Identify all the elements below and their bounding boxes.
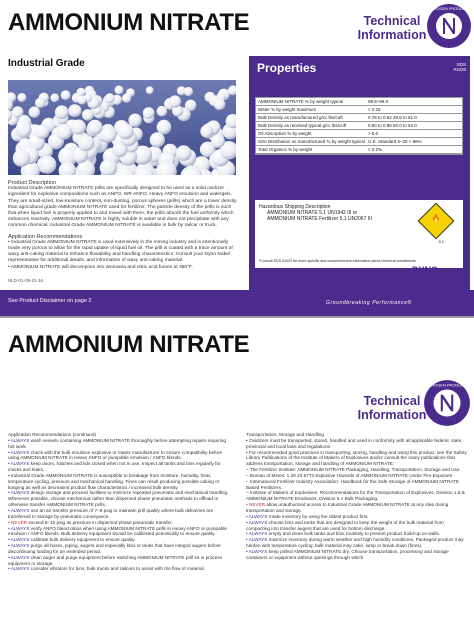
list-item — [8, 450, 230, 462]
application-item: • Industrial Grade AMMONIUM NITRATE is used extensively in the mining industry and is intentionally made very porous to allow for the rapid uptake of liquid fuel oil. The prill is coated with a trace amount of waxy anti-caking material to enhance flowability and handling characteristics. Consult your Dyno Nobel representative for additional details, and information of waxy anti-caking material. — [8, 239, 233, 264]
list-item-keyword: • ALWAYS — [8, 543, 30, 549]
list-item — [8, 555, 230, 567]
prill-bead — [57, 124, 73, 140]
property-value: 0.80 to 0.86 50.0 to 53.0 — [368, 123, 417, 128]
list-item-text: calibrate bulk delivery equipment to ensure quality. — [29, 537, 136, 543]
technical-information-label — [351, 14, 433, 42]
prill-bead — [13, 149, 30, 166]
section-title: Application Recommendations (continued) — [8, 432, 97, 437]
transport-list — [246, 438, 468, 561]
list-item — [246, 450, 468, 468]
prill-bead — [169, 95, 181, 107]
tech-info-line-1: Technical — [363, 394, 421, 408]
property-value: U.S. Standard 6–20 > 98% — [368, 139, 422, 144]
page-2 — [0, 316, 474, 632]
list-item-keyword: • ALWAYS — [8, 461, 30, 467]
list-item-text: Oxidizers must be transported, stored, handled and used in conformity with all applicable federal, state, provincial and local laws and regulations. — [246, 437, 463, 449]
list-item — [8, 438, 230, 450]
hazardous-shipping-box — [255, 200, 463, 268]
sds-note: *Consult SDS #1020 for more specific and comprehensive information about chemical constituents. — [259, 259, 417, 263]
list-item-text: purge all hoses, piping, augers and especially bins or tanks that have integral augers before discontinuing loading for an extended period. — [8, 543, 221, 554]
application-continued-column — [8, 432, 230, 572]
list-item-keyword: – — [246, 472, 250, 478]
brand-sub: Dyno Nobel — [414, 275, 436, 280]
list-item-keyword: • ALWAYS — [246, 513, 268, 519]
prill-bead — [176, 145, 192, 161]
list-item-keyword: • ALWAYS — [8, 554, 30, 560]
sds-code-line: SDS — [456, 62, 466, 67]
prill-bead — [78, 96, 87, 105]
property-value: < 0.2% — [368, 147, 383, 152]
prill-bead — [70, 105, 81, 116]
prill-bead — [185, 100, 196, 111]
list-item-text: choose bins and tanks that are designed to keep the weight of the bulk material from compacting into transfer augers that are used for bottom discharge. — [246, 519, 444, 531]
list-item — [246, 479, 468, 491]
list-item-keyword: • ALWAYS — [8, 525, 30, 531]
list-item — [8, 566, 230, 572]
document-code: NLD-01-09-22-16 — [8, 278, 44, 283]
prill-bead — [29, 106, 40, 117]
property-value: 0.78 to 0.82 48.5 to 51.0 — [368, 115, 417, 120]
application-title: Application Recommendations — [8, 233, 83, 240]
prill-bead — [214, 99, 226, 111]
prill-bead — [82, 109, 94, 121]
list-item-text: empty and clean bulk tanks and bins routinely to prevent product build-up on walls. — [267, 531, 441, 537]
list-item — [246, 490, 468, 502]
property-label: AMMONIUM NITRATE % by weight typical — [258, 99, 344, 104]
list-item-keyword: • ALWAYS — [8, 566, 30, 572]
prill-bead — [157, 120, 172, 135]
disclaimer-link[interactable]: See Product Disclaimer on page 2 — [8, 298, 92, 304]
list-item — [8, 543, 230, 555]
list-item — [246, 502, 468, 514]
list-item-text: rotate inventory by using the oldest product first. — [267, 513, 369, 519]
list-item — [8, 473, 230, 491]
list-item-keyword: – — [246, 490, 250, 496]
list-item-text: Institute of Makers of Explosives: Recommendations for the Transportation of Explosives, Division 1.5 & AMMONIUM NITRATE Emulsions, Division 5.1 Bulk Packaging. — [246, 490, 465, 502]
product-description-text: Industrial Grade AMMONIUM NITRATE prills are specifically designed to be used as a solid oxidizer ingredient for explosive compositions such as ANFO, WR ANFO, Heavy ANFO emulsion and watergels. They are small-sized, low-moisture content, non-dusting, porous spheres (prills) which are a lower density than agricultural grade AMMONIUM NITRATE used for fertilizer. The particle density of the prills is such that when liquid fuel is properly applied to and mixed with them, the prills absorb the fuel uniformly which enhances reactivity. AMMONIUM NITRATE is highly soluble in water and does not precipitate with any common chemical. Industrial Grade AMMONIUM NITRATE is available in bulk by railcar or truck. — [8, 186, 237, 229]
subtitle: Industrial Grade — [8, 58, 85, 69]
property-row — [256, 130, 462, 138]
prill-bead — [105, 93, 115, 103]
property-value: < 0.15 — [368, 107, 381, 112]
property-label: Oil Absorption % by weight — [258, 131, 312, 136]
property-value: 98.8–99.8 — [368, 99, 389, 104]
list-item-text: verify ANFO blend ratios when using AMMONIUM NITRATE prills in Heavy ANFO or pumpable emulsion / ANFO blends. Bulk delivery equipment should be calibrated periodically to ensure quality. — [8, 525, 227, 537]
list-item-keyword: • NEVER — [246, 502, 266, 508]
prill-bead — [78, 135, 94, 151]
prills-image — [8, 80, 236, 175]
property-label: Size Distribution as manufactured % by weight typical — [258, 139, 365, 144]
list-item — [8, 508, 230, 520]
property-row — [256, 106, 462, 114]
hazard-line: AMMONIUM NITRATE 5.1 UN1942 III or — [267, 210, 358, 216]
list-item-text: clean auger and purge equipment before switching AMMONIUM NITRATE prill lot in process equipment or storage. — [8, 554, 223, 566]
property-row — [256, 146, 462, 154]
list-item-text: For recommended good practices in transporting, storing, handling and using this product, see the Safety Library Publications of the Institute of Makers of Explosives and/or consult the many publications that address transportation, storage and handling of AMMONIUM NITRATE: — [246, 449, 467, 467]
properties-title: Properties — [257, 61, 317, 75]
property-row — [256, 114, 462, 122]
nitrogen-products-badge-icon — [425, 2, 473, 50]
prill-bead — [211, 134, 225, 148]
list-item-keyword: • NEVER — [8, 519, 28, 525]
list-item-keyword: • ALWAYS — [8, 449, 30, 455]
property-label: Total Organics % by weight — [258, 147, 313, 152]
prill-bead — [15, 122, 31, 138]
technical-information-label — [351, 394, 433, 422]
prill-bead — [38, 156, 56, 174]
prill-bead — [115, 86, 124, 95]
list-item — [246, 438, 468, 450]
property-value: > 6.0 — [368, 131, 379, 136]
hazard-class: 5.1 — [438, 239, 444, 244]
hazard-title: Hazardous Shipping Description — [259, 204, 331, 210]
property-row — [256, 98, 462, 106]
list-item — [246, 549, 468, 561]
property-row — [256, 122, 462, 130]
list-item-text: consider vibrators for bins, bulk trucks and railcars to assist with the flow of material. — [29, 566, 205, 572]
list-item-text: wash vessels containing AMMONIUM NITRATE thoroughly before attempting repairs requiring hot work. — [8, 437, 226, 449]
list-item-keyword: • — [246, 437, 249, 443]
prill-bead — [184, 87, 193, 96]
prill-bead — [122, 94, 131, 103]
prill-bead — [12, 106, 23, 117]
badge-ring-text: NITROGEN PRODUCTS — [427, 7, 471, 11]
dyno-nobel-logo — [412, 266, 438, 282]
list-item-keyword: • ALWAYS — [8, 507, 30, 513]
list-item — [246, 537, 468, 549]
list-item — [246, 520, 468, 532]
application-list — [8, 438, 230, 572]
list-item-keyword: • ALWAYS — [246, 537, 268, 543]
application-item: • AMMONIUM NITRATE will decompose into ammonia and nitric acid fumes at 350°F. — [8, 264, 193, 270]
list-item-keyword: • — [246, 449, 249, 455]
prill-bead — [146, 86, 154, 94]
property-label: Water % by weight maximum — [258, 107, 317, 112]
nitrogen-products-badge-icon — [422, 378, 472, 428]
oxidizer-hazard-diamond-icon — [418, 203, 455, 240]
list-item-text: minimize inventory during warm weather and high humidity conditions. Packaged product may harden with temperature cycling; bulk material may cake, lump or break down (fines). — [246, 537, 464, 549]
prill-bead — [118, 123, 134, 139]
prill-bead — [143, 107, 155, 119]
list-item-keyword: • ALWAYS — [246, 531, 268, 537]
list-item-text: International Fertilizer Industry Association: Handbook for the Safe Storage of AMMONIUM NITRATE Based Fertilizers. — [246, 478, 460, 490]
list-item-text: The Fertilizer Institute: AMMONIUM NITRATE Packaging, Handling, Transportation, Storage and Use — [249, 467, 460, 473]
list-item-keyword: • ALWAYS — [8, 490, 30, 496]
sds-code-line: #1020 — [453, 67, 466, 72]
product-description-title: Product Description — [8, 180, 56, 186]
property-label: Bulk Density as manufactured g/cc lbs/cuft — [258, 115, 343, 120]
tech-info-line-2: Information — [357, 28, 427, 42]
list-item — [8, 526, 230, 538]
product-description-section — [8, 180, 238, 271]
property-row — [256, 138, 462, 146]
list-item — [8, 490, 230, 508]
prill-bead — [150, 132, 165, 147]
brand-name: DYNO — [412, 265, 439, 275]
sds-code — [453, 62, 466, 72]
prill-bead — [200, 125, 213, 138]
badge-ring-text: NITROGEN PRODUCTS — [425, 382, 469, 388]
list-item — [8, 461, 230, 473]
list-item-text: allow unauthorized access to Industrial Grade AMMONIUM NITRATE at any step during transportation and storage. — [246, 502, 449, 513]
list-item-text: design storage and process facilities to minimize repeated pneumatic and mechanical handling. Whenever possible, choose mechanical rather than dispersed phase pneumatic methods to offload or otherwise transfer AMMONIUM NITRATE prills. — [8, 490, 229, 508]
list-item-text: exceed 8–10 psig as pressure in dispersed phase pneumatic transfer. — [27, 519, 173, 525]
list-item-text: keep prilled AMMONIUM NITRATE dry. Choose transportation, processing and storage containers or equipment without openings through which — [246, 548, 449, 560]
list-item-keyword: • ALWAYS — [8, 537, 30, 543]
list-item-keyword: – — [246, 467, 250, 473]
properties-table — [255, 97, 463, 155]
list-item-keyword: • ALWAYS — [8, 437, 30, 443]
property-label: Bulk Density as received typical g/cc lbs/cuft — [258, 123, 347, 128]
list-item-text: Bureau of Mines: 1.28 23 6773 Explosive Hazards of AMMONIUM NITRATE Under Fire Exposure — [249, 472, 453, 478]
list-item-keyword: • — [8, 472, 11, 478]
page-title: AMMONIUM NITRATE — [8, 331, 250, 358]
list-item-keyword: – — [246, 478, 250, 484]
section-title: Transportation, Storage and Handling — [246, 432, 325, 437]
list-item-text: use an air transfer pressure of 7–8 psig to maintain prill quality where bulk deliveries are transferred to storage by pneumatic conveyance. — [8, 507, 214, 519]
tech-info-line-2: Information — [357, 408, 427, 422]
prill-bead — [35, 98, 45, 108]
list-item-keyword: • ALWAYS — [246, 548, 268, 554]
list-item-text: check with the bulk emulsion explosive or matrix manufacturer to ensure compatibility before using AMMONIUM NITRATE in Heavy ANFO or pumpable emulsion / ANFO blends. — [8, 449, 223, 461]
prill-bead — [61, 90, 71, 100]
prill-bead — [50, 93, 59, 102]
prill-bead — [87, 120, 102, 135]
transport-storage-column — [246, 432, 468, 561]
list-item-text: keep doors, hatches and lids closed when not in use. Inspect all tanks and bins regularly for cracks and leaks. — [8, 461, 221, 473]
tagline: Groundbreaking Performance® — [326, 300, 412, 306]
tech-info-line-1: Technical — [363, 14, 421, 28]
prill-bead — [101, 127, 116, 142]
hazard-line: AMMONIUM NITRATE Fertilizer 5.1 UN2067 III — [267, 216, 372, 222]
product-photo — [8, 80, 236, 175]
properties-panel — [249, 56, 470, 296]
hazard-text — [259, 204, 372, 222]
page-title: AMMONIUM NITRATE — [8, 9, 250, 36]
prill-bead — [71, 120, 86, 135]
list-item-keyword: • ALWAYS — [246, 519, 268, 525]
list-item-text: Industrial Grade AMMONIUM NITRATE is susceptible to breakage from moisture, humidity, heat, temperature cycling, pressure and mechanical handling. Fines can result producing possible caking or lumping as well as decreased product flow characteristics / increased bulk density. — [8, 472, 220, 490]
prill-bead — [17, 93, 26, 102]
prill-bead — [55, 105, 69, 119]
flame-icon: 🔥 — [431, 215, 441, 223]
prill-bead — [35, 124, 49, 138]
